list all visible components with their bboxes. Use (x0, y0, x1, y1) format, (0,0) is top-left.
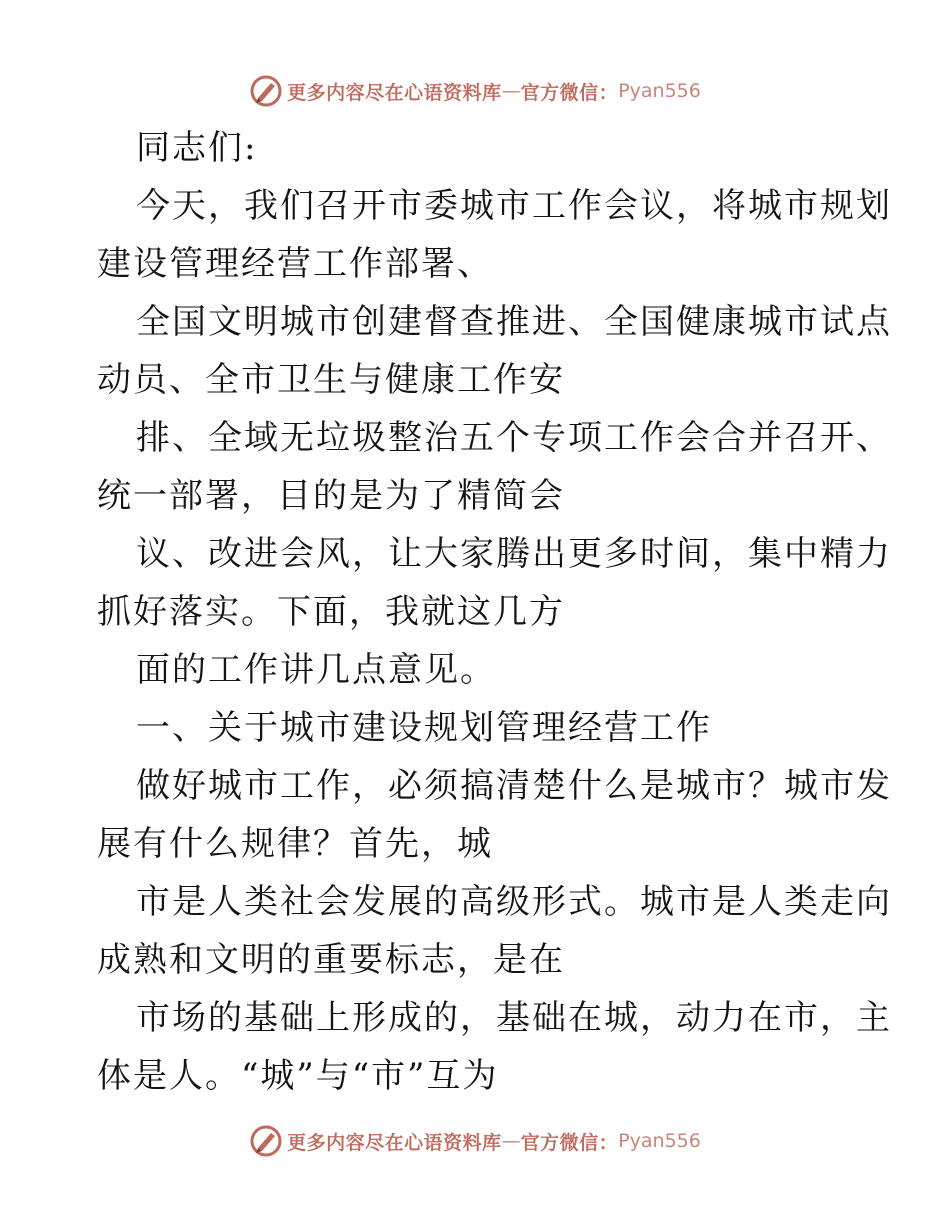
watermark-dash: — (501, 1130, 521, 1152)
text-line: 同志们: (136, 128, 258, 168)
watermark-secondary-text: 官方微信： (520, 81, 619, 104)
watermark-wechat-id: Pyan556 (618, 80, 701, 102)
watermark-secondary-text: 官方微信： (520, 1131, 619, 1154)
text-line: 抓好落实。下面，我就这几方 (97, 592, 565, 632)
text-line: 成熟和文明的重要标志，是在 (97, 940, 565, 980)
footer-watermark (0, 1124, 950, 1158)
text-line: 建设管理经营工作部署、 (97, 244, 493, 284)
text-line: 排、全域无垃圾整治五个专项工作会合并召开、 (136, 418, 892, 458)
text-line: 展有什么规律？首先，城 (97, 824, 493, 864)
header-watermark (0, 74, 950, 108)
section-heading: 一、关于城市建设规划管理经营工作 (136, 708, 712, 748)
text-line: 面的工作讲几点意见。 (136, 650, 496, 690)
text-line: 议、改进会风，让大家腾出更多时间，集中精力 (136, 534, 892, 574)
watermark-dash: — (501, 80, 521, 102)
watermark-main-text: 更多内容尽在心语资料库 (287, 81, 502, 104)
text-line: 动员、全市卫生与健康工作安 (97, 360, 565, 400)
text-line: 市场的基础上形成的，基础在城，动力在市，主 (136, 998, 892, 1038)
text-line: 今天，我们召开市委城市工作会议，将城市规划 (136, 186, 892, 226)
text-line: 市是人类社会发展的高级形式。城市是人类走向 (136, 882, 892, 922)
pen-seal-icon (249, 74, 283, 108)
text-line: 体是人。“城”与“市”互为 (97, 1056, 499, 1096)
text-line: 全国文明城市创建督查推进、全国健康城市试点 (136, 302, 892, 342)
watermark-main-text: 更多内容尽在心语资料库 (287, 1131, 502, 1154)
watermark-wechat-id: Pyan556 (618, 1130, 701, 1152)
text-line: 做好城市工作，必须搞清楚什么是城市？城市发 (136, 766, 892, 806)
text-line: 统一部署，目的是为了精简会 (97, 476, 565, 516)
pen-seal-icon (249, 1124, 283, 1158)
